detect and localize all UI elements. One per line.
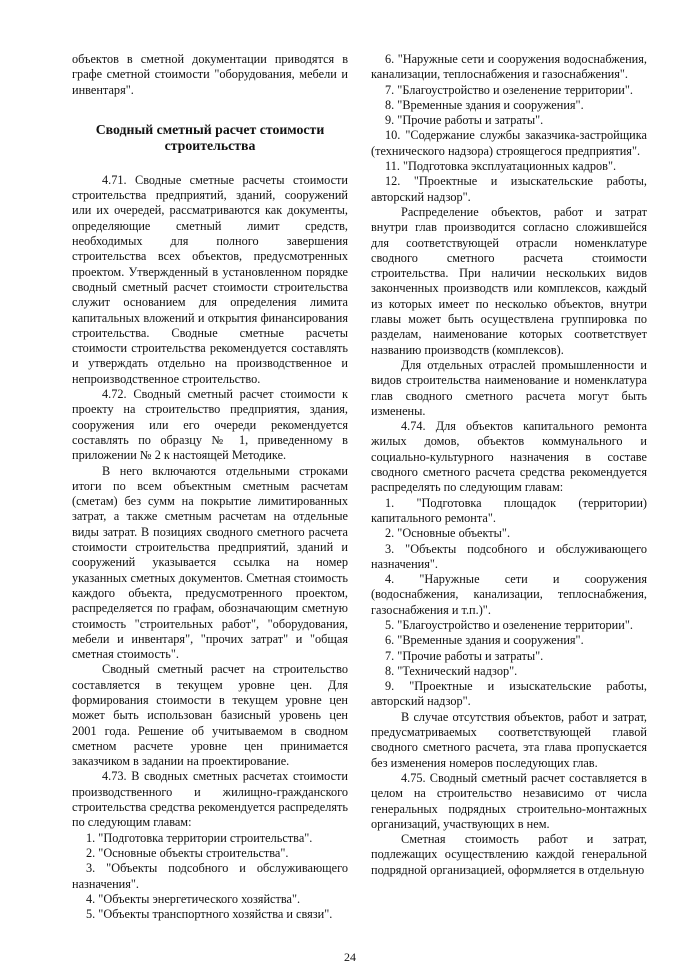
list-item: 1. "Подготовка площадок (территории) капитального ремонта". (371, 495, 647, 525)
paragraph-4-74: 4.74. Для объектов капитального ремонта жилых домов, объектов коммунального и социально-культурного назначения в составе сводного сметного расчета средства рекомендуется распределять по следующим главам: (371, 419, 647, 495)
paragraph-4-73: 4.73. В сводных сметных расчетах стоимости производственного и жилищно-гражданского строительства средства рекомендуется распределять по следующим главам: (72, 769, 348, 830)
list-item: 6. "Временные здания и сооружения". (385, 633, 584, 648)
section-heading: Сводный сметный расчет стоимости строительства (95, 121, 325, 154)
paragraph-4-75: 4.75. Сводный сметный расчет составляется в целом на строительство независимо от числа генеральных подрядных строительно-монтажных организаций, участвующих в нем. (371, 770, 647, 831)
page-number: 24 (344, 950, 356, 964)
paragraph-contractor-cost: Сметная стоимость работ и затрат, подлежащих осуществлению каждой генеральной подрядной организацией, оформляется в отдельную (371, 832, 647, 877)
list-item: 8. "Временные здания и сооружения". (385, 97, 584, 112)
list-item: 9. "Прочие работы и затраты". (385, 113, 544, 128)
paragraph-4-71: 4.71. Сводные сметные расчеты стоимости строительства предприятий, зданий, сооружений или их очередей, рассматриваются как документы, определяющие сметный лимит средств, необходимых для полного завершения строительства всех объектов, предусмотренных проектом. Утвержденный в установленном порядке сводный сметный расчет стоимости строительства служит основанием для определения лимита капитальных вложений и открытия финансирования строительства. Сводные сметные расчеты стоимости строительства рекомендуется составлять и утверждать отдельно на производственное и непроизводственное строительство. (72, 172, 348, 386)
left-column (72, 52, 348, 922)
paragraph-summary-lines: В него включаются отдельными строками итоги по всем объектным сметным расчетам (сметам) без сумм на покрытие лимитированных затрат, а также сметным расчетам на отдельные виды затрат. В позициях сводного сметного расчета стоимости строительства предприятий, зданий и сооружений указывается ссылка на номер указанных сметных документов. Сметная стоимость каждого объекта, предусмотренного проектом, распределяется по графам, обозначающим сметную стоимость "строительных работ", "оборудования, мебели и инвентаря", "прочих затрат" и "общая сметная стоимость". (72, 463, 348, 662)
list-item: 5. "Объекты транспортного хозяйства и связи". (86, 907, 333, 922)
right-column (371, 52, 647, 878)
list-item: 3. "Объекты подсобного и обслуживающего назначения". (72, 861, 348, 891)
list-item: 7. "Благоустройство и озеленение территории". (385, 82, 633, 97)
list-item: 1. "Подготовка территории строительства". (86, 830, 313, 845)
paragraph-missing-chapters: В случае отсутствия объектов, работ и затрат, предусматриваемых соответствующей главой сводного сметного расчета, эта глава пропускается без изменения номеров последующих глав. (371, 709, 647, 770)
paragraph-4-72: 4.72. Сводный сметный расчет стоимости к проекту на строительство предприятия, здания, сооружения или его очереди рекомендуется составлять по образцу № 1, приведенному в приложении № 2 к настоящей Методике. (72, 387, 348, 463)
list-item: 2. "Основные объекты строительства". (86, 845, 289, 860)
list-item: 4. "Объекты энергетического хозяйства". (86, 891, 301, 906)
list-item: 8. "Технический надзор". (385, 663, 518, 678)
list-item: 9. "Проектные и изыскательские работы, авторский надзор". (371, 679, 647, 709)
list-item: 3. "Объекты подсобного и обслуживающего назначения". (371, 541, 647, 571)
list-item: 10. "Содержание службы заказчика-застройщика (технического надзора) строящегося предприятия". (371, 128, 647, 158)
paragraph-continuation: объектов в сметной документации приводятся в графе сметной стоимости "оборудования, мебели и инвентаря". (72, 52, 348, 97)
list-item: 12. "Проектные и изыскательские работы, авторский надзор". (371, 174, 647, 204)
list-item: 5. "Благоустройство и озеленение территории". (385, 617, 633, 632)
list-item: 7. "Прочие работы и затраты". (385, 648, 544, 663)
list-item: 6. "Наружные сети и сооружения водоснабжения, канализации, теплоснабжения и газоснабжения". (371, 52, 647, 82)
paragraph-distribution: Распределение объектов, работ и затрат внутри глав производится согласно сложившейся для соответствующей отрасли номенклатуре сводного сметного расчета стоимости строительства. При наличии нескольких видов законченных производств или комплексов, каждый из которых имеет по несколько объектов, внутри главы может быть осуществлена группировка по разделам, наименование которых соответствует названию производств (комплексов). (371, 204, 647, 357)
paragraph-industries: Для отдельных отраслей промышленности и видов строительства наименование и номенклатура глав сводного сметного расчета могут быть изменены. (371, 357, 647, 418)
paragraph-price-level: Сводный сметный расчет на строительство составляется в текущем уровне цен. Для формирования стоимости в текущем уровне цен может быть использован базисный уровень цен 2001 года. Решение об учитываемом в сводном сметном расчете уровне цен принимается заказчиком в задании на проектирование. (72, 662, 348, 769)
list-item: 2. "Основные объекты". (385, 526, 511, 541)
list-item: 11. "Подготовка эксплуатационных кадров". (385, 159, 617, 174)
list-item: 4. "Наружные сети и сооружения (водоснабжения, канализации, теплоснабжения, газоснабжения и т.п.)". (371, 572, 647, 617)
